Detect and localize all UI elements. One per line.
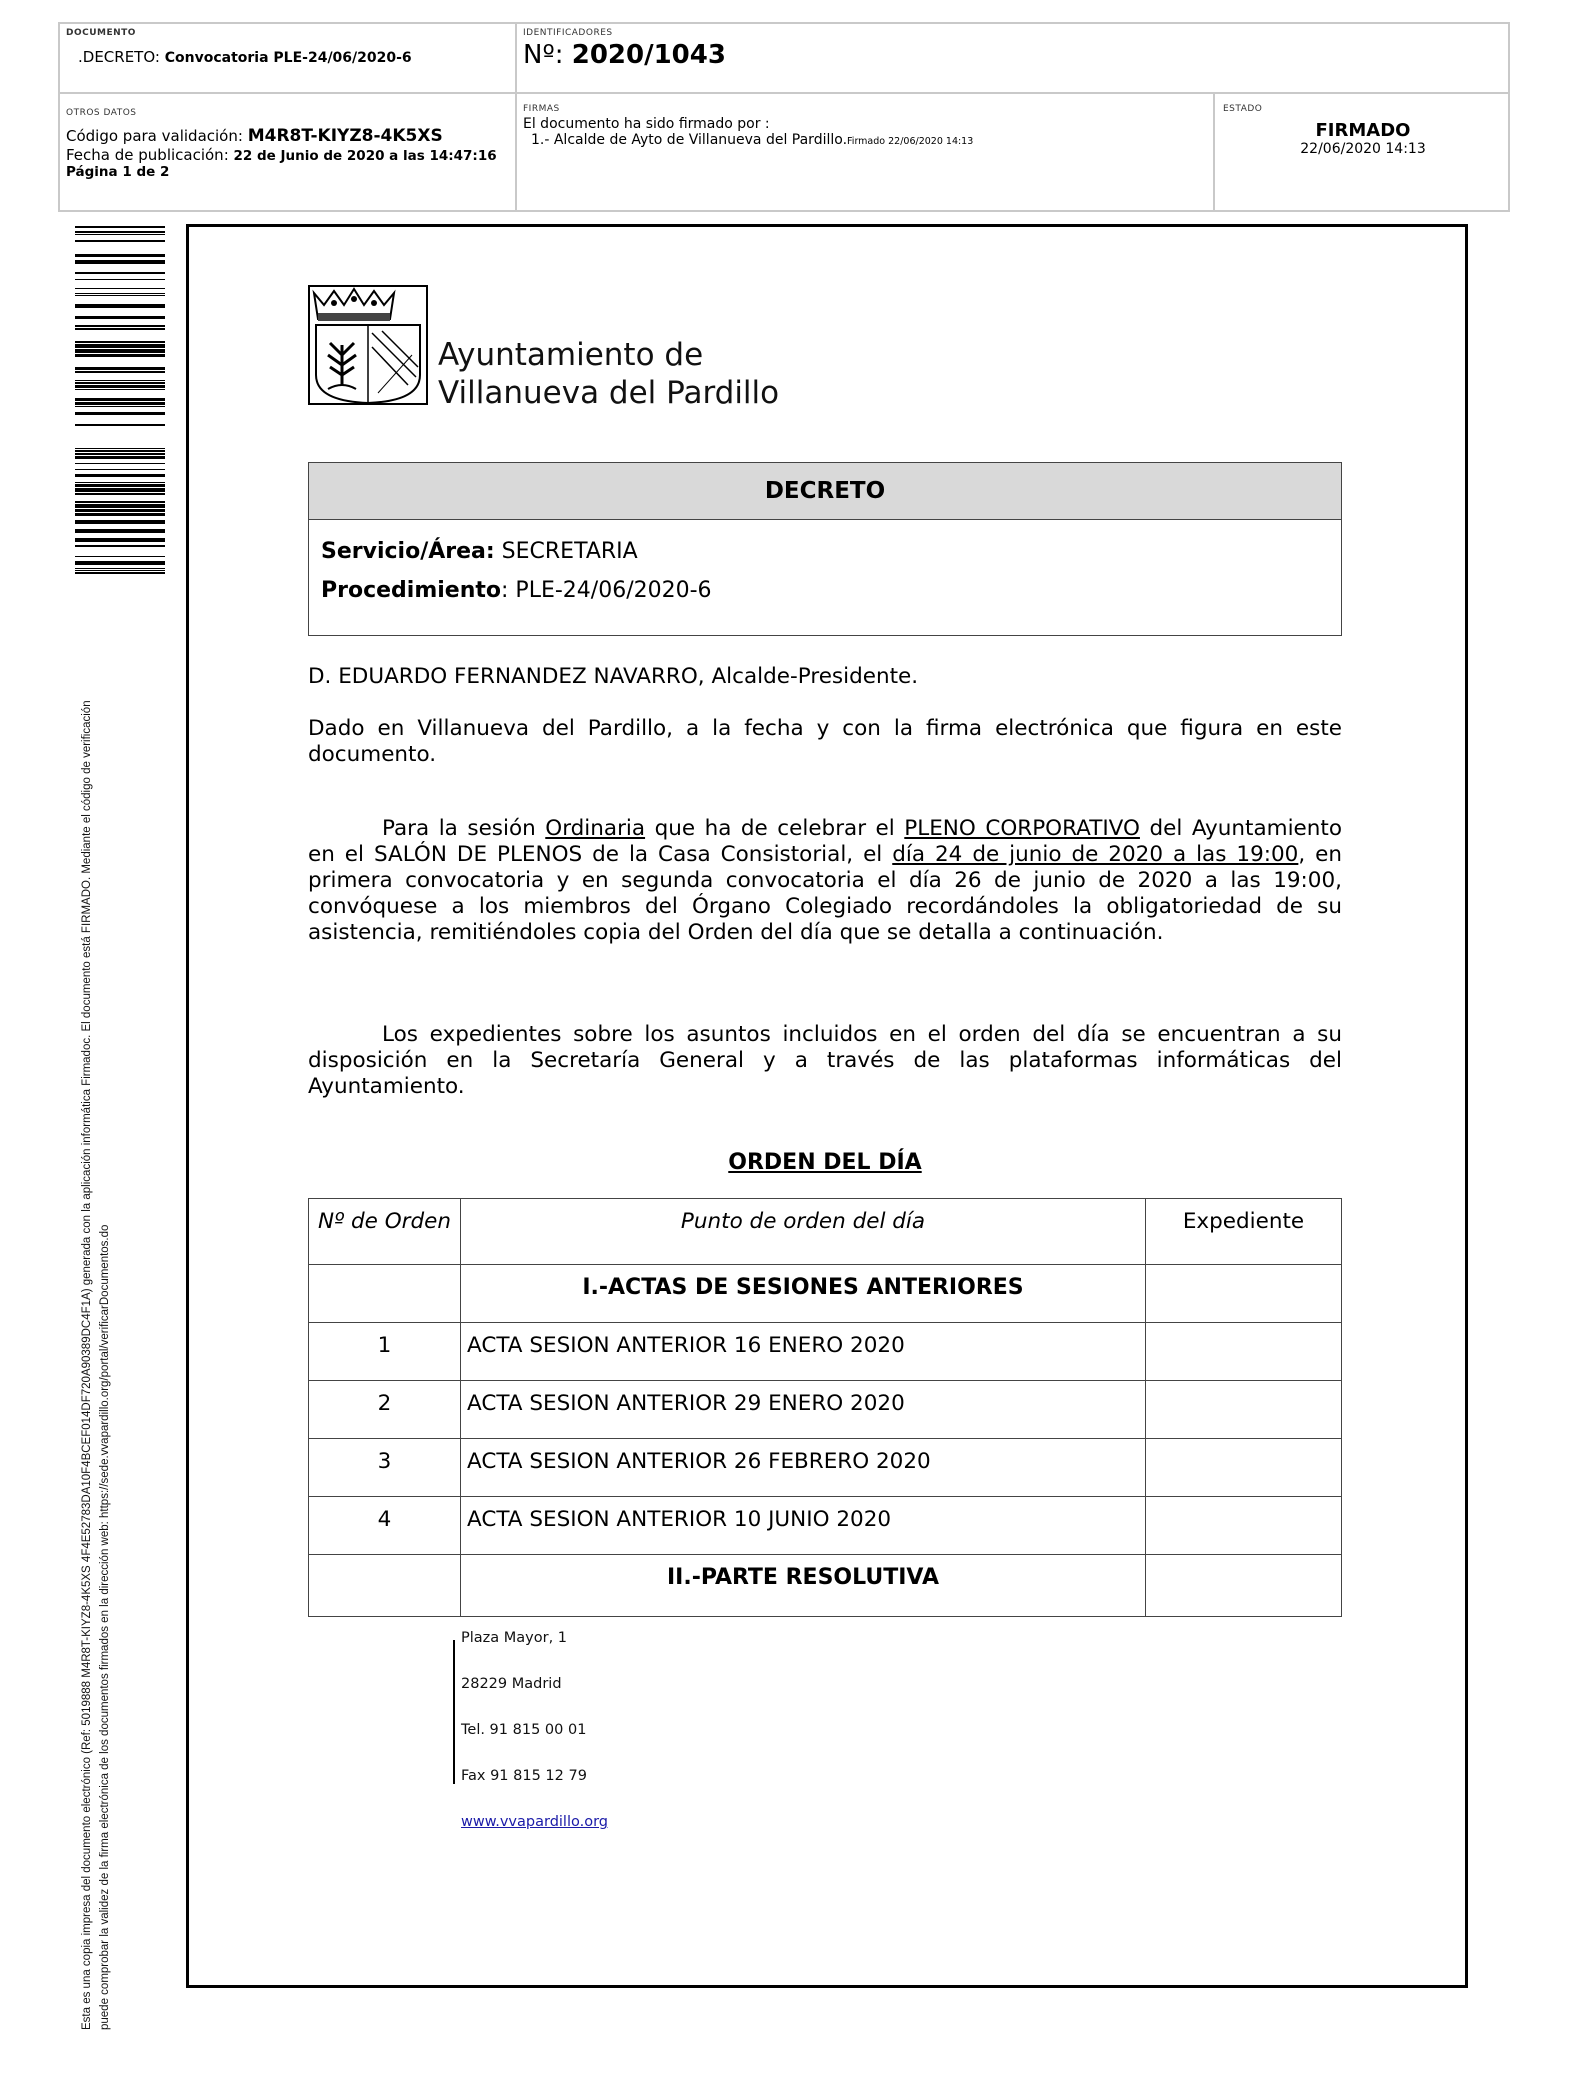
dado-paragraph: Dado en Villanueva del Pardillo, a la fecha y con la firma electrónica que figura en este documento. [308,716,1342,767]
fecha-label: Fecha de publicación: [66,146,229,164]
verification-side-text [78,560,114,2030]
procedimiento-value: : PLE-24/06/2020-6 [501,578,712,603]
table-header-row [309,1199,1342,1265]
p1-text-a: Para la sesión [382,816,546,841]
documento-label: DOCUMENTO [66,28,136,38]
row-expediente [1146,1323,1342,1381]
orden-del-dia-table [308,1198,1342,1617]
estado-fecha: 22/06/2020 14:13 [1300,141,1426,157]
divider [515,24,517,210]
row-num: 1 [309,1323,461,1381]
p1-dia: día 24 de junio de 2020 a las 19:00 [892,842,1299,867]
row-num: 3 [309,1439,461,1497]
servicio-label: Servicio/Área: [321,539,495,564]
firmado-por: El documento ha sido firmado por : [523,116,770,132]
p1-text-b: que ha de celebrar el [645,816,905,841]
divider [1213,94,1215,210]
codigo-label: Código para validación: [66,127,243,145]
numero-prefix: Nº: [523,40,564,70]
section-2-title: II.-PARTE RESOLUTIVA [461,1555,1146,1617]
firmas-label: FIRMAS [523,104,560,114]
table-row [309,1381,1342,1439]
expedientes-paragraph [308,1022,1342,1100]
address-tel: Tel. 91 815 00 01 [461,1722,587,1738]
row-expediente [1146,1381,1342,1439]
table-row [309,1439,1342,1497]
table-row [309,1323,1342,1381]
address-fax: Fax 91 815 12 79 [461,1768,587,1784]
otros-datos-label: OTROS DATOS [66,108,137,118]
document-metadata-header [58,22,1510,212]
row-num: 2 [309,1381,461,1439]
side-text-line-2: puede comprobar la validez de la firma electrónica de los documentos firmados en la dirección web: https://sede.vvapardillo.org/portal/verificarDocumentos.do [99,1224,111,2030]
org-line-1: Ayuntamiento de [438,337,704,373]
numero-value: 2020/1043 [571,40,726,70]
section-1-title: I.-ACTAS DE SESIONES ANTERIORES [461,1265,1146,1323]
col-punto-header: Punto de orden del día [461,1199,1146,1265]
alcalde-line: D. EDUARDO FERNANDEZ NAVARRO, Alcalde-Presidente. [308,664,919,689]
estado-label: ESTADO [1223,104,1263,114]
row-punto: ACTA SESION ANTERIOR 29 ENERO 2020 [461,1381,1146,1439]
firmante: 1.- Alcalde de Ayto de Villanueva del Pardillo. [531,132,848,148]
website-link[interactable]: www.vvapardillo.org [461,1814,608,1830]
identificadores-label: IDENTIFICADORES [523,28,613,38]
table-row [309,1497,1342,1555]
servicio-value: SECRETARIA [501,539,638,564]
section-row [309,1555,1342,1617]
row-punto: ACTA SESION ANTERIOR 16 ENERO 2020 [461,1323,1146,1381]
row-punto: ACTA SESION ANTERIOR 10 JUNIO 2020 [461,1497,1146,1555]
section-row [309,1265,1342,1323]
divider [60,92,1508,94]
convocatoria-paragraph [308,816,1342,946]
p1-text-d: , en primera convocatoria y en segunda convocatoria el día 26 de junio de 2020 a las 19:00, convóquese a los miembros del Órgano Colegiado recordándoles la obligatoriedad de su asistencia, remitiéndoles copia del Orden del día que se detalla a continuación. [308,842,1343,945]
col-num-header: Nº de Orden [309,1199,461,1265]
address-divider [453,1640,455,1784]
row-expediente [1146,1439,1342,1497]
address-city: 28229 Madrid [461,1676,562,1692]
fecha-value: 22 de Junio de 2020 a las 14:47:16 [233,148,497,164]
row-expediente [1146,1497,1342,1555]
documento-value: Convocatoria PLE-24/06/2020-6 [164,50,412,66]
estado-value: FIRMADO [1315,120,1411,141]
documento-prefix: .DECRETO: [78,48,160,66]
p1-pleno: PLENO CORPORATIVO [904,816,1140,841]
address-street: Plaza Mayor, 1 [461,1630,568,1646]
row-num: 4 [309,1497,461,1555]
p1-ordinaria: Ordinaria [545,816,646,841]
orden-del-dia-title: ORDEN DEL DÍA [728,1150,922,1175]
procedimiento-label: Procedimiento [321,578,502,603]
barcode-image [75,226,165,576]
organization-name [438,336,779,412]
p1-text-c: del Ayuntamiento en el SALÓN DE PLENOS de la Casa Consistorial, el [308,816,1342,867]
decreto-title: DECRETO [309,463,1341,520]
pagina: Página 1 de 2 [66,164,170,180]
side-text-line-1: Esta es una copia impresa del documento electrónico (Ref: 5019888 M4R8T-KIYZ8-4K5XS 4F4E52783DA10F4BCEF014DF720A90389DC4F1A) generada con la aplicación informática Firmadoc. El documento está FIRMADO. Mediante el código de verificación [81,700,93,2030]
row-punto: ACTA SESION ANTERIOR 26 FEBRERO 2020 [461,1439,1146,1497]
coat-of-arms-logo [308,285,428,405]
codigo-value: M4R8T-KIYZ8-4K5XS [247,126,443,146]
col-exp-header: Expediente [1146,1199,1342,1265]
org-line-2: Villanueva del Pardillo [438,375,780,411]
decreto-box [308,462,1342,636]
firmante-fecha: Firmado 22/06/2020 14:13 [847,136,974,147]
p2-text: Los expedientes sobre los asuntos incluidos en el orden del día se encuentran a su disposición en la Secretaría General y a través de las plataformas informáticas del Ayuntamiento. [308,1022,1342,1099]
